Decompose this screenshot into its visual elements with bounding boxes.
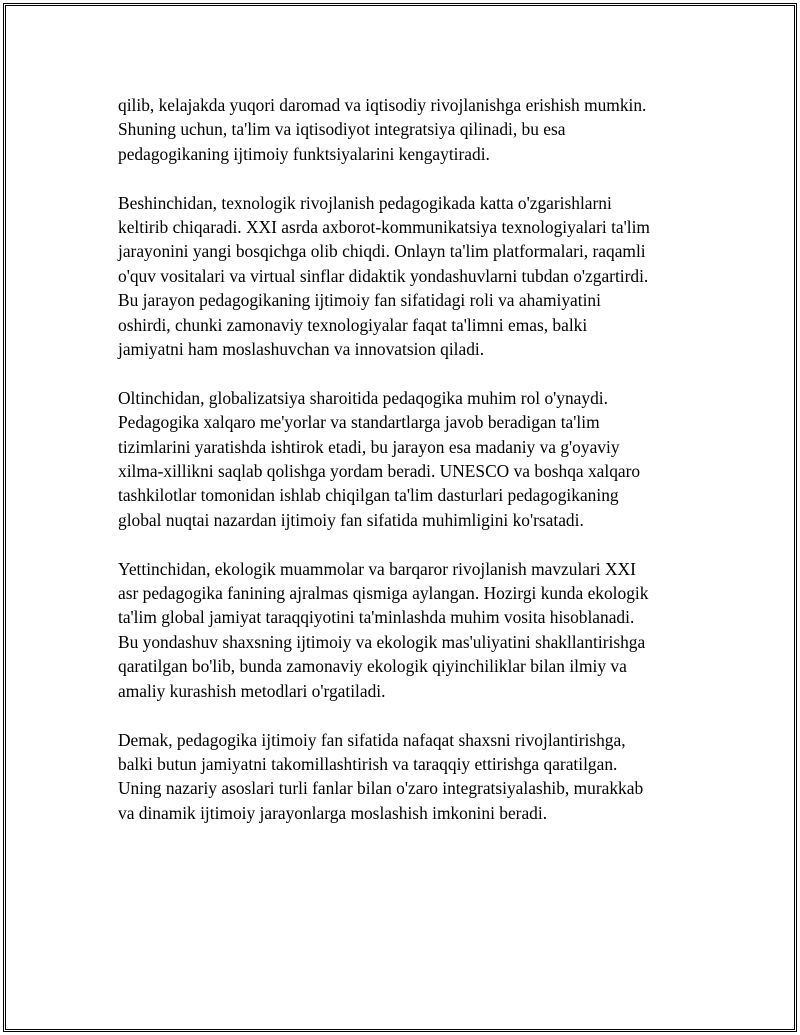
text-line: Yettinchidan, ekologik muammolar va barqaror rivojlanish mavzulari XXI — [118, 558, 636, 579]
text-line: Bu jarayon pedagogikaning ijtimoiy fan sifatidagi roli va ahamiyatini — [118, 290, 601, 311]
paragraph — [118, 386, 698, 532]
text-line: balki butun jamiyatni takomillashtirish va taraqqiy ettirishga qaratilgan. — [118, 753, 618, 774]
text-line: Uning nazariy asoslari turli fanlar bilan o'zaro integratsiyalashib, murakkab — [118, 778, 644, 799]
text-line: keltirib chiqaradi. XXI asrda axborot-kommunikatsiya texnologiyalari ta'lim — [118, 217, 650, 238]
text-line: Shuning uchun, ta'lim va iqtisodiyot integratsiya qilinadi, bu esa — [118, 119, 566, 140]
text-line: jarayonini yangi bosqichga olib chiqdi. Onlayn ta'lim platformalari, raqamli — [118, 241, 646, 262]
text-line: global nuqtai nazardan ijtimoiy fan sifatida muhimligini ko'rsatadi. — [118, 509, 584, 530]
text-line: pedagogikaning ijtimoiy funktsiyalarini kengaytiradi. — [118, 143, 490, 164]
page-body — [118, 93, 698, 850]
text-line: xilma-xillikni saqlab qolishga yordam beradi. UNESCO va boshqa xalqaro — [118, 461, 641, 482]
text-line: jamiyatni ham moslashuvchan va innovatsion qiladi. — [118, 339, 485, 360]
text-line: Bu yondashuv shaxsning ijtimoiy va ekologik mas'uliyatini shakllantirishga — [118, 631, 646, 652]
text-line: tashkilotlar tomonidan ishlab chiqilgan ta'lim dasturlari pedagogikaning — [118, 485, 619, 506]
text-line: o'quv vositalari va virtual sinflar didaktik yondashuvlarni tubdan o'zgartirdi. — [118, 265, 649, 286]
paragraph — [118, 191, 698, 362]
text-line: Pedagogika xalqaro me'yorlar va standartlarga javob beradigan ta'lim — [118, 412, 600, 433]
text-line: Beshinchidan, texnologik rivojlanish pedagogikada katta o'zgarishlarni — [118, 192, 612, 213]
text-line: oshirdi, chunki zamonaviy texnologiyalar faqat ta'limni emas, balki — [118, 314, 588, 335]
text-line: qaratilgan bo'lib, bunda zamonaviy ekologik qiyinchiliklar bilan ilmiy va — [118, 656, 627, 677]
text-line: ta'lim global jamiyat taraqqiyotini ta'minlashda muhim vosita hisoblanadi. — [118, 607, 635, 628]
paragraph — [118, 557, 698, 703]
text-line: tizimlarini yaratishda ishtirok etadi, bu jarayon esa madaniy va g'oyaviy — [118, 436, 620, 457]
paragraph — [118, 93, 698, 166]
text-line: Oltinchidan, globalizatsiya sharoitida pedaqogika muhim rol o'ynaydi. — [118, 387, 608, 408]
text-line: va dinamik ijtimoiy jarayonlarga moslashish imkonini beradi. — [118, 802, 548, 823]
text-line: qilib, kelajakda yuqori daromad va iqtisodiy rivojlanishga erishish mumkin. — [118, 95, 647, 115]
text-line: amaliy kurashish metodlari o'rgatiladi. — [118, 680, 386, 701]
text-line: Demak, pedagogika ijtimoiy fan sifatida nafaqat shaxsni rivojlantirishga, — [118, 729, 626, 750]
text-line: asr pedagogika fanining ajralmas qismiga aylangan. Hozirgi kunda ekologik — [118, 583, 649, 604]
paragraph — [118, 728, 698, 826]
